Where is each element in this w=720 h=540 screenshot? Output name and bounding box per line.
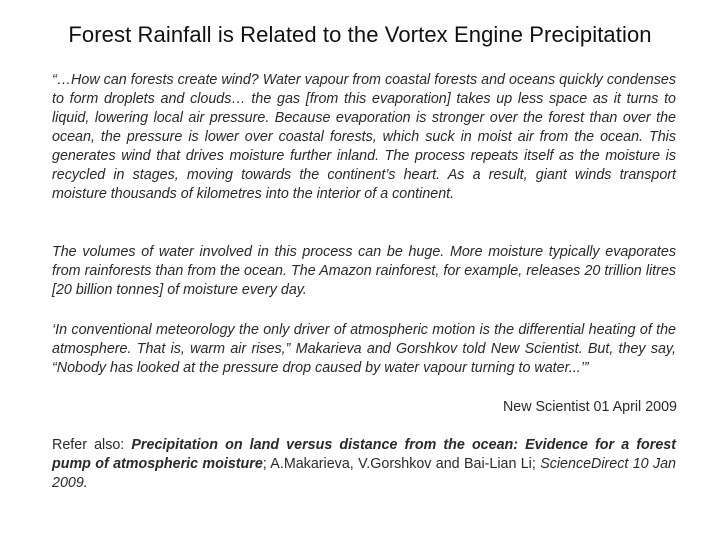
reference-note xyxy=(52,436,676,493)
source-citation: New Scientist 01 April 2009 xyxy=(502,399,677,415)
quote-paragraph-2: The volumes of water involved in this process can be huge. More moisture typically evaporates from rainforests than from the ocean. The Amazon rainforest, for example, releases 20 trillion litres [20 billion tonnes] of moisture every day. xyxy=(52,244,676,298)
reference-authors: ; A.Makarieva, V.Gorshkov and Bai-Lian Li; xyxy=(262,456,536,472)
quote-paragraph-3: ‘In conventional meteorology the only driver of atmospheric motion is the differential heating of the atmosphere. That is, warm air rises,” Makarieva and Gorshkov told New Scientist. But, they say, “Nobody has looked at the pressure drop caused by water vapour turning to water...’” xyxy=(52,322,676,376)
quote-paragraph-1: “…How can forests create wind? Water vapour from coastal forests and oceans quickly condenses to form droplets and clouds… the gas [from this evaporation] takes up less space as it turns to liquid, lowering local air pressure. Because evaporation is stronger over the forest than over the ocean, the pressure is lower over coastal forests, which suck in moist air from the ocean. This generates wind that drives moisture further inland. The process repeats itself as the moisture is recycled in stages, moving towards the continent’s heart. As a result, giant winds transport moisture thousands of kilometres into the interior of a continent. xyxy=(52,72,676,202)
reference-journal: ScienceDirect 10 Jan 2009. xyxy=(52,456,676,491)
reference-prefix: Refer also: xyxy=(52,437,132,453)
reference-paper-title: Precipitation on land versus distance from the ocean: Evidence for a forest pump of atmospheric moisture xyxy=(52,437,676,472)
slide-title: Forest Rainfall is Related to the Vortex Engine Precipitation xyxy=(68,22,652,47)
